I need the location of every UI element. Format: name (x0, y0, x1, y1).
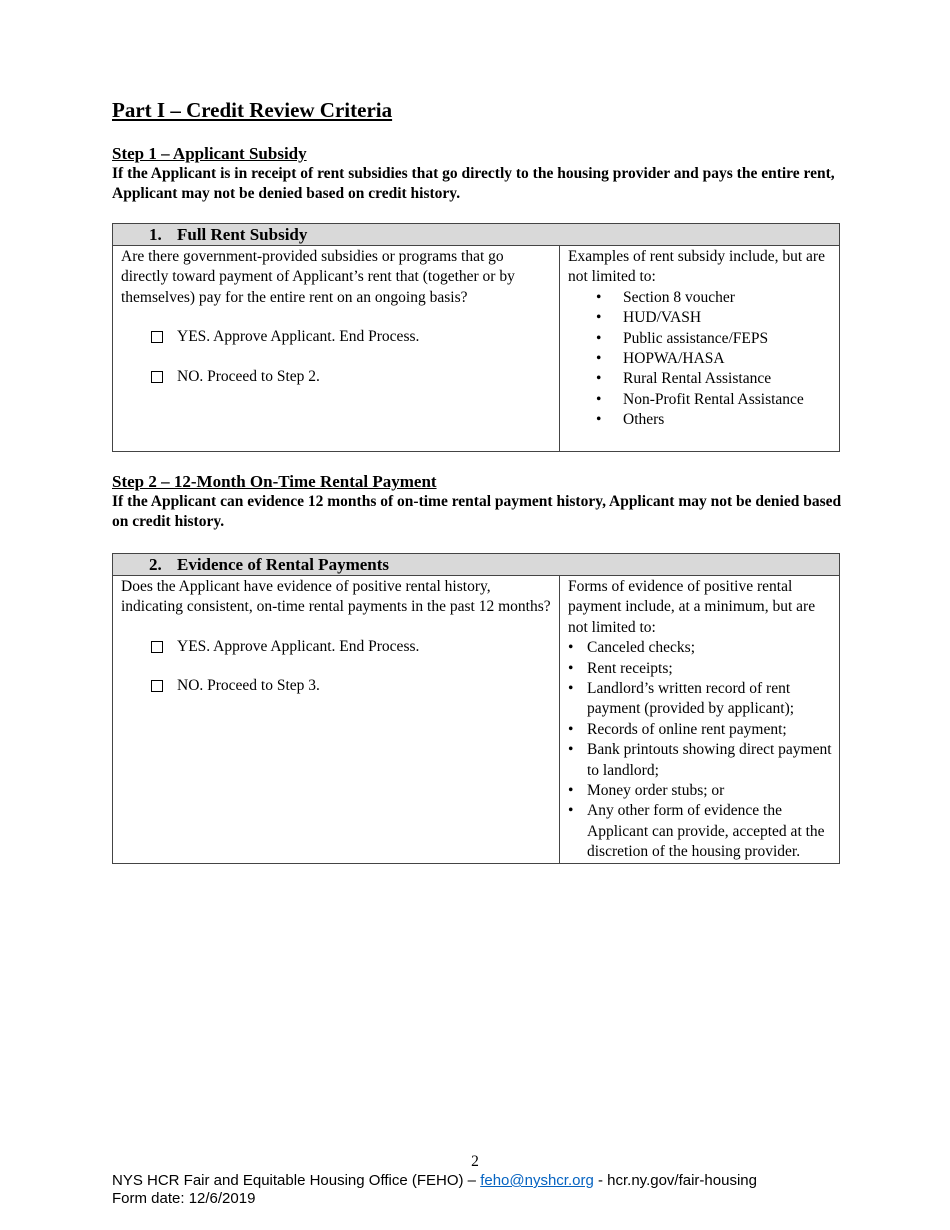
rental-payments-table (112, 553, 840, 864)
table2-question-cell (113, 576, 560, 864)
list-item: • Non-Profit Rental Assistance (596, 390, 833, 410)
yes-label: YES. Approve Applicant. End Process. (177, 637, 420, 655)
table2-examples-intro: Forms of evidence of positive rental payment include, at a minimum, but are not limited to: (568, 578, 816, 636)
table1-question: Are there government-provided subsidies or programs that go directly toward payment of Applicant’s rent that (together or by themselves) pay for the entire rent on an ongoing basis? (121, 248, 515, 306)
no-checkbox[interactable] (151, 680, 163, 692)
table1-number: 1. (149, 225, 162, 244)
subsidy-examples-list (568, 288, 833, 431)
list-item: • Records of online rent payment; (568, 720, 833, 740)
table1-examples-cell (560, 246, 840, 452)
table2-heading: Evidence of Rental Payments (177, 555, 390, 574)
footer (112, 1172, 757, 1208)
table1-question-cell (113, 246, 560, 452)
part-title: Part I – Credit Review Criteria (112, 98, 393, 122)
table2-no-choice[interactable] (151, 676, 551, 696)
table1-no-choice[interactable] (151, 367, 551, 387)
evidence-examples-list (568, 638, 833, 862)
page-number: 2 (471, 1153, 479, 1170)
table2-examples-cell (560, 576, 840, 864)
list-item: • HOPWA/HASA (596, 349, 833, 369)
table1-heading: Full Rent Subsidy (177, 225, 308, 244)
yes-label: YES. Approve Applicant. End Process. (177, 328, 420, 346)
list-item: • Bank printouts showing direct payment to landlord; (568, 740, 833, 781)
table2-number: 2. (149, 555, 162, 574)
table2-header (113, 554, 840, 576)
no-checkbox[interactable] (151, 371, 163, 383)
table1-yes-choice[interactable] (151, 327, 551, 347)
step1-title: Step 1 – Applicant Subsidy (112, 144, 307, 163)
list-item: • Rent receipts; (568, 659, 833, 679)
list-item: • HUD/VASH (596, 308, 833, 328)
list-item: • Money order stubs; or (568, 781, 833, 801)
step1-description: If the Applicant is in receipt of rent subsidies that go directly to the housing provider and pays the entire rent, Applicant may not be denied based on credit history. (112, 165, 835, 202)
footer-line-1 (112, 1172, 757, 1190)
yes-checkbox[interactable] (151, 641, 163, 653)
list-item: • Rural Rental Assistance (596, 369, 833, 389)
full-rent-subsidy-table (112, 223, 840, 452)
table1-examples-intro: Examples of rent subsidy include, but are not limited to: (568, 248, 825, 286)
list-item: • Landlord’s written record of rent payment (provided by applicant); (568, 679, 833, 720)
no-label: NO. Proceed to Step 2. (177, 367, 320, 385)
list-item: • Others (596, 410, 833, 430)
table2-question: Does the Applicant have evidence of positive rental history, indicating consistent, on-time rental payments in the past 12 months? (121, 578, 551, 616)
step2-description: If the Applicant can evidence 12 months of on-time rental payment history, Applicant may not be denied based on credit history. (112, 493, 842, 530)
email-link[interactable]: feho@nyshcr.org (480, 1172, 594, 1189)
list-item: • Canceled checks; (568, 638, 833, 658)
step2-title: Step 2 – 12-Month On-Time Rental Payment (112, 472, 437, 491)
list-item: • Section 8 voucher (596, 288, 833, 308)
table2-yes-choice[interactable] (151, 637, 551, 657)
footer-site: - hcr.ny.gov/fair-housing (593, 1172, 757, 1189)
list-item: • Public assistance/FEPS (596, 329, 833, 349)
list-item: • Any other form of evidence the Applicant can provide, accepted at the discretion of the housing provider. (568, 801, 833, 862)
form-date: Form date: 12/6/2019 (112, 1190, 256, 1207)
table1-header (113, 224, 840, 246)
yes-checkbox[interactable] (151, 331, 163, 343)
no-label: NO. Proceed to Step 3. (177, 677, 320, 695)
footer-office: NYS HCR Fair and Equitable Housing Office (FEHO) – (112, 1172, 481, 1189)
